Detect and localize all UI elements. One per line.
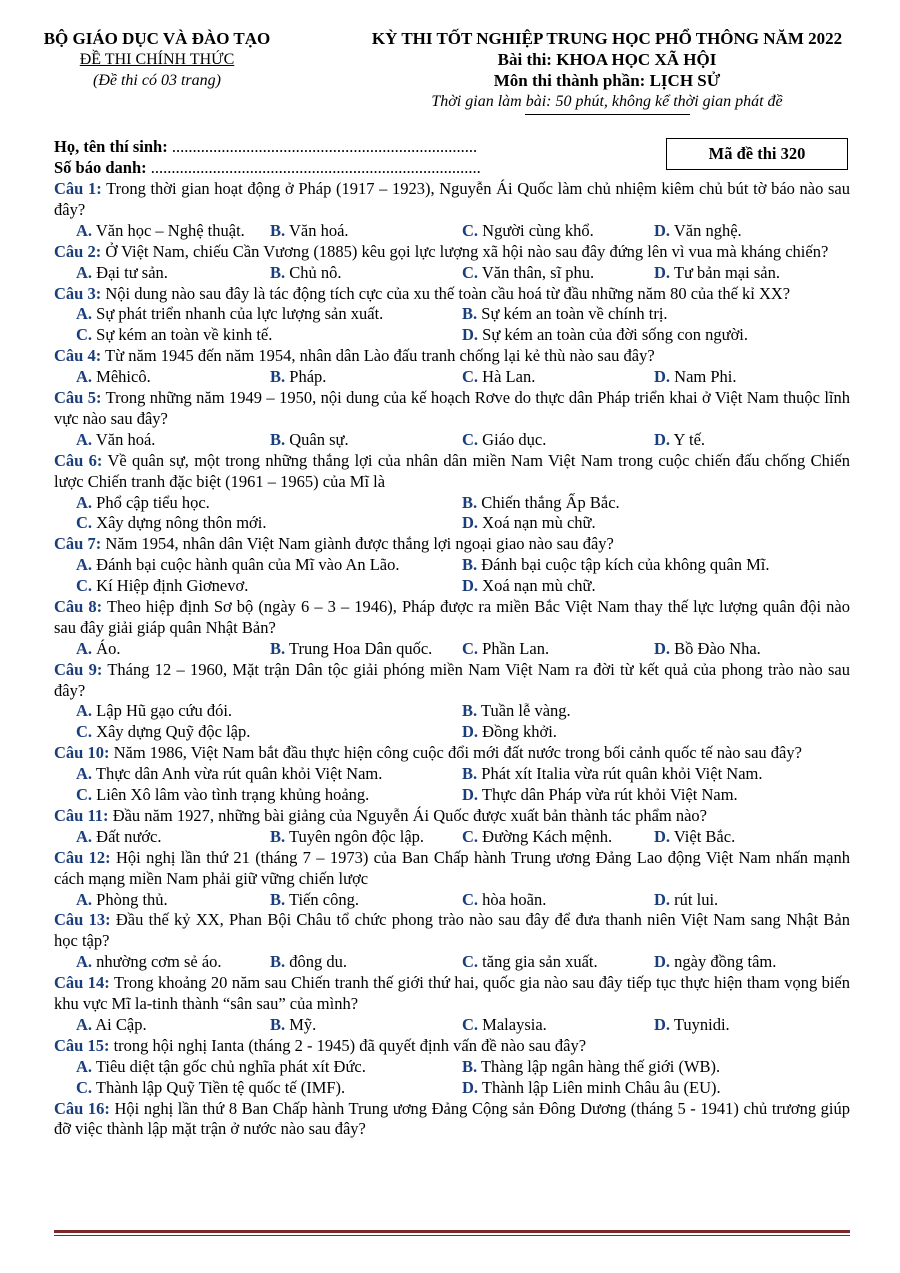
question-number: Câu 14: xyxy=(54,973,110,993)
option-b xyxy=(462,764,762,785)
candidate-name-dots: .......................................................................... xyxy=(171,137,478,156)
option-letter: D. xyxy=(462,785,479,805)
option-text: nhường cơm sẻ áo. xyxy=(92,952,222,972)
option-text: Xây dựng Quỹ độc lập. xyxy=(92,722,251,742)
options-row xyxy=(54,722,850,743)
options-row xyxy=(54,952,850,973)
option-text: Tiến công. xyxy=(285,889,359,909)
option-c xyxy=(462,263,594,284)
option-a xyxy=(76,493,210,514)
option-letter: C. xyxy=(76,576,93,596)
option-letter: D. xyxy=(462,1077,479,1097)
option-letter: C. xyxy=(462,262,479,282)
question-number: Câu 5: xyxy=(54,387,102,407)
question-text: trong hội nghị Ianta (tháng 2 - 1945) đã quyết định vấn đề nào sau đây? xyxy=(109,1035,587,1055)
option-text: Tuyên ngôn độc lập. xyxy=(285,826,425,846)
options-row xyxy=(54,576,850,597)
options-row xyxy=(54,785,850,806)
option-c xyxy=(76,325,272,346)
question-number: Câu 15: xyxy=(54,1035,110,1055)
question-7 xyxy=(54,534,850,555)
question-14 xyxy=(54,973,850,1015)
question-3 xyxy=(54,284,850,305)
question-number: Câu 12: xyxy=(54,847,111,867)
option-b xyxy=(462,493,620,514)
option-letter: C. xyxy=(76,513,93,533)
option-letter: B. xyxy=(270,889,286,909)
option-b xyxy=(270,367,326,388)
option-letter: B. xyxy=(462,1056,478,1076)
option-a xyxy=(76,367,151,388)
option-letter: B. xyxy=(462,701,478,721)
option-d xyxy=(654,952,776,973)
question-text: Từ năm 1945 đến năm 1954, nhân dân Lào đấu tranh chống lại kẻ thù nào sau đây? xyxy=(101,346,655,366)
option-d xyxy=(654,827,735,848)
option-d xyxy=(654,367,737,388)
option-d xyxy=(654,1015,730,1036)
option-letter: C. xyxy=(76,1077,93,1097)
options-row xyxy=(54,890,850,911)
option-a xyxy=(76,430,155,451)
option-letter: C. xyxy=(462,1014,479,1034)
question-list xyxy=(54,179,850,1140)
option-letter: B. xyxy=(270,262,286,282)
option-c xyxy=(462,1015,547,1036)
question-number: Câu 7: xyxy=(54,534,102,554)
option-letter: C. xyxy=(462,952,479,972)
option-c xyxy=(462,430,546,451)
question-16 xyxy=(54,1099,850,1141)
option-letter: A. xyxy=(76,764,93,784)
option-letter: B. xyxy=(270,429,286,449)
option-letter: C. xyxy=(462,367,479,387)
question-number: Câu 6: xyxy=(54,450,103,470)
option-letter: A. xyxy=(76,555,93,575)
option-c xyxy=(76,1078,345,1099)
option-a xyxy=(76,555,400,576)
option-c xyxy=(76,785,369,806)
option-letter: B. xyxy=(462,304,478,324)
option-letter: A. xyxy=(76,701,93,721)
option-text: Văn học – Nghệ thuật. xyxy=(92,220,245,240)
option-text: Thành lập Quỹ Tiền tệ quốc tế (IMF). xyxy=(92,1077,346,1097)
option-text: Hà Lan. xyxy=(478,367,536,387)
candidate-id-dots: ................................................................................ xyxy=(150,158,481,177)
option-text: Malaysia. xyxy=(478,1014,547,1034)
option-text: Ai Cập. xyxy=(92,1014,147,1034)
option-a xyxy=(76,639,120,660)
option-a xyxy=(76,1015,147,1036)
question-4 xyxy=(54,346,850,367)
option-text: hòa hoãn. xyxy=(478,889,547,909)
option-text: Thực dân Pháp vừa rút khỏi Việt Nam. xyxy=(478,785,738,805)
option-text: Phòng thủ. xyxy=(92,889,168,909)
option-letter: A. xyxy=(76,826,93,846)
option-a xyxy=(76,221,245,242)
option-d xyxy=(654,890,718,911)
option-c xyxy=(76,576,248,597)
official-exam-label: ĐỀ THI CHÍNH THỨC xyxy=(79,51,235,68)
option-text: Bồ Đào Nha. xyxy=(670,638,761,658)
option-d xyxy=(654,263,780,284)
option-letter: C. xyxy=(76,325,93,345)
question-text: Trong khoảng 20 năm sau Chiến tranh thế giới thứ hai, quốc gia nào sau đây tiếp tục thực hiện tham vọng biến khu vực Mĩ la-tinh thành “sân sau” của mình? xyxy=(54,973,850,1014)
option-text: Đất nước. xyxy=(92,826,162,846)
option-letter: D. xyxy=(462,513,479,533)
option-b xyxy=(270,890,359,911)
question-9 xyxy=(54,660,850,702)
option-text: Thàng lập ngân hàng thế giới (WB). xyxy=(477,1056,721,1076)
question-number: Câu 13: xyxy=(54,910,111,930)
option-c xyxy=(76,722,250,743)
option-letter: B. xyxy=(270,367,286,387)
option-c xyxy=(462,639,549,660)
footer-rule-thin xyxy=(54,1235,850,1236)
pages-note: (Đề thi có 03 trang) xyxy=(93,72,221,89)
question-1 xyxy=(54,179,850,221)
option-letter: C. xyxy=(462,429,479,449)
option-letter: B. xyxy=(270,638,286,658)
option-a xyxy=(76,952,222,973)
option-text: Việt Bắc. xyxy=(670,826,736,846)
option-letter: A. xyxy=(76,1014,93,1034)
question-text: Tháng 12 – 1960, Mặt trận Dân tộc giải phóng miền Nam Việt Nam ra đời từ kết quả của phong trào nào sau đây? xyxy=(54,659,850,700)
question-number: Câu 2: xyxy=(54,241,102,261)
options-row xyxy=(54,764,850,785)
option-letter: A. xyxy=(76,304,93,324)
question-text: Trong những năm 1949 – 1950, nội dung của kế hoạch Rơve do thực dân Pháp triển khai ở Việt Nam thuộc lĩnh vực nào sau đây? xyxy=(54,387,850,428)
option-letter: A. xyxy=(76,429,93,449)
option-letter: C. xyxy=(462,826,479,846)
option-text: Chiến thắng Ấp Bắc. xyxy=(477,492,620,512)
option-letter: D. xyxy=(654,952,671,972)
option-a xyxy=(76,263,168,284)
option-text: Thành lập Liên minh Châu âu (EU). xyxy=(478,1077,721,1097)
options-row xyxy=(54,513,850,534)
options-row xyxy=(54,827,850,848)
option-text: Đại tư sản. xyxy=(92,262,168,282)
option-c xyxy=(462,890,546,911)
option-letter: A. xyxy=(76,492,93,512)
options-row xyxy=(54,263,850,284)
subject-group: Bài thi: KHOA HỌC XÃ HỘI xyxy=(497,50,717,69)
option-letter: D. xyxy=(654,429,671,449)
option-text: Pháp. xyxy=(285,367,327,387)
question-text: Hội nghị lần thứ 8 Ban Chấp hành Trung ương Đảng Cộng sản Đông Dương (tháng 5 - 1941) chủ trương giúp đỡ việc thành lập mặt trận ở nước nào sau đây? xyxy=(54,1098,850,1139)
option-letter: A. xyxy=(76,220,93,240)
option-text: Sự kém an toàn về kinh tế. xyxy=(92,325,273,345)
option-text: Chủ nô. xyxy=(285,262,342,282)
question-5 xyxy=(54,388,850,430)
question-number: Câu 1: xyxy=(54,179,102,198)
question-number: Câu 4: xyxy=(54,346,102,366)
option-b xyxy=(270,221,349,242)
question-number: Câu 10: xyxy=(54,743,110,763)
question-text: Đầu thế kỷ XX, Phan Bội Châu tổ chức phong trào nào sau đây để đưa thanh niên Việt Nam sang Nhật Bản học tập? xyxy=(54,910,850,951)
option-b xyxy=(270,639,432,660)
question-2 xyxy=(54,242,850,263)
option-text: Văn nghệ. xyxy=(670,220,742,240)
option-text: Đường Kách mệnh. xyxy=(478,826,613,846)
option-letter: D. xyxy=(462,576,479,596)
option-letter: D. xyxy=(462,722,479,742)
option-d xyxy=(462,576,596,597)
option-text: Kí Hiệp định Giơnevơ. xyxy=(92,576,249,596)
candidate-id-row xyxy=(54,157,481,178)
option-d xyxy=(462,722,557,743)
option-text: Tuần lễ vàng. xyxy=(477,701,571,721)
option-letter: B. xyxy=(270,952,286,972)
question-text: Nội dung nào sau đây là tác động tích cực của xu thế toàn cầu hoá từ đầu những năm 80 của thế kỉ XX? xyxy=(101,283,791,303)
option-text: Phần Lan. xyxy=(478,638,550,658)
option-text: Liên Xô lâm vào tình trạng khủng hoảng. xyxy=(92,785,370,805)
option-b xyxy=(270,430,349,451)
option-letter: C. xyxy=(462,220,479,240)
question-text: Hội nghị lần thứ 21 (tháng 7 – 1973) của Ban Chấp hành Trung ương Đảng Lao động Việt Nam nhấn mạnh cách mạng miền Nam phải giữ vững chiến lược xyxy=(54,847,850,888)
question-text: Ở Việt Nam, chiếu Cần Vương (1885) kêu gọi lực lượng xã hội nào sau đây đứng lên vì vua mà kháng chiến? xyxy=(101,241,829,261)
exam-code-box: Mã đề thi 320 xyxy=(666,138,848,170)
option-text: Phát xít Italia vừa rút quân khỏi Việt Nam. xyxy=(477,764,763,784)
option-text: Đánh bại cuộc hành quân của Mĩ vào An Lão. xyxy=(92,555,400,575)
question-6 xyxy=(54,451,850,493)
option-letter: A. xyxy=(76,367,93,387)
option-letter: B. xyxy=(270,826,286,846)
option-a xyxy=(76,827,162,848)
option-text: Xoá nạn mù chữ. xyxy=(478,513,596,533)
option-a xyxy=(76,890,168,911)
options-row xyxy=(54,304,850,325)
option-letter: B. xyxy=(270,220,286,240)
option-d xyxy=(462,785,738,806)
question-8 xyxy=(54,597,850,639)
options-row xyxy=(54,367,850,388)
option-c xyxy=(462,367,535,388)
question-text: Đầu năm 1927, những bài giảng của Nguyễn Ái Quốc được xuất bản thành tác phẩm nào? xyxy=(108,805,708,825)
option-letter: B. xyxy=(270,1014,286,1034)
option-d xyxy=(462,325,748,346)
options-row xyxy=(54,221,850,242)
option-text: Thực dân Anh vừa rút quân khỏi Việt Nam. xyxy=(92,764,383,784)
option-d xyxy=(654,430,705,451)
options-row xyxy=(54,701,850,722)
option-text: Xoá nạn mù chữ. xyxy=(478,576,596,596)
question-number: Câu 9: xyxy=(54,659,103,679)
option-text: Văn hoá. xyxy=(92,429,156,449)
option-text: Áo. xyxy=(92,638,121,658)
question-12 xyxy=(54,848,850,890)
option-text: Y tế. xyxy=(670,429,706,449)
option-text: Đồng khởi. xyxy=(478,722,557,742)
option-letter: A. xyxy=(76,952,93,972)
question-text: Theo hiệp định Sơ bộ (ngày 6 – 3 – 1946), Pháp được ra miền Bắc Việt Nam thay thế lực lượng quân đội nào sau đây giải giáp quân Nhật Bản? xyxy=(54,596,851,637)
option-letter: D. xyxy=(654,367,671,387)
option-text: Xây dựng nông thôn mới. xyxy=(92,513,267,533)
option-text: Nam Phi. xyxy=(670,367,737,387)
option-letter: A. xyxy=(76,262,93,282)
option-text: Lập Hũ gạo cứu đói. xyxy=(92,701,233,721)
option-text: Giáo dục. xyxy=(478,429,547,449)
candidate-info xyxy=(54,136,481,178)
option-text: Văn thân, sĩ phu. xyxy=(478,262,595,282)
option-b xyxy=(270,827,424,848)
option-b xyxy=(462,1057,720,1078)
option-text: Tiêu diệt tận gốc chủ nghĩa phát xít Đức. xyxy=(92,1056,366,1076)
options-row xyxy=(54,1057,850,1078)
option-text: Sự kém an toàn về chính trị. xyxy=(477,304,668,324)
option-text: Trung Hoa Dân quốc. xyxy=(285,638,433,658)
option-text: Tuynidi. xyxy=(670,1014,730,1034)
option-letter: D. xyxy=(654,638,671,658)
question-13 xyxy=(54,910,850,952)
option-letter: B. xyxy=(462,492,478,512)
option-a xyxy=(76,304,383,325)
question-10 xyxy=(54,743,850,764)
option-letter: D. xyxy=(654,826,671,846)
option-d xyxy=(462,1078,721,1099)
footer-rule xyxy=(54,1230,850,1233)
option-letter: C. xyxy=(76,785,93,805)
option-c xyxy=(462,221,594,242)
option-b xyxy=(462,701,571,722)
option-letter: C. xyxy=(462,638,479,658)
option-text: Người cùng khổ. xyxy=(478,220,594,240)
option-c xyxy=(462,827,612,848)
option-letter: D. xyxy=(654,1014,671,1034)
option-a xyxy=(76,764,382,785)
option-text: đông du. xyxy=(285,952,348,972)
option-text: Sự phát triển nhanh của lực lượng sản xuất. xyxy=(92,304,384,324)
option-d xyxy=(654,221,742,242)
option-text: Đánh bại cuộc tập kích của không quân Mĩ. xyxy=(477,555,770,575)
option-text: Tư bản mại sản. xyxy=(670,262,780,282)
options-row xyxy=(54,493,850,514)
options-row xyxy=(54,555,850,576)
option-b xyxy=(462,304,668,325)
option-letter: B. xyxy=(462,555,478,575)
option-letter: C. xyxy=(462,889,479,909)
question-text: Năm 1986, Việt Nam bắt đầu thực hiện công cuộc đổi mới đất nước trong bối cảnh quốc tế nào sau đây? xyxy=(109,743,802,763)
option-letter: D. xyxy=(462,325,479,345)
option-letter: D. xyxy=(654,220,671,240)
header-left xyxy=(26,28,288,91)
option-c xyxy=(76,513,266,534)
option-text: Mỹ. xyxy=(285,1014,317,1034)
question-number: Câu 8: xyxy=(54,596,103,616)
option-text: Mêhicô. xyxy=(92,367,151,387)
option-a xyxy=(76,1057,366,1078)
header-right xyxy=(342,28,872,116)
options-row xyxy=(54,430,850,451)
option-letter: A. xyxy=(76,889,93,909)
question-text: Trong thời gian hoạt động ở Pháp (1917 – 1923), Nguyễn Ái Quốc làm chủ nhiệm kiêm chủ bút tờ báo nào sau đây? xyxy=(54,179,850,219)
header-divider xyxy=(525,114,690,115)
time-note: Thời gian làm bài: 50 phút, không kể thời gian phát đề xyxy=(431,93,783,110)
question-number: Câu 3: xyxy=(54,283,102,303)
candidate-name-label: Họ, tên thí sinh: xyxy=(54,137,168,156)
options-row xyxy=(54,639,850,660)
option-text: rút lui. xyxy=(670,889,719,909)
ministry-name: BỘ GIÁO DỤC VÀ ĐÀO TẠO xyxy=(43,29,271,48)
option-letter: C. xyxy=(76,722,93,742)
question-15 xyxy=(54,1036,850,1057)
subject-name: Môn thi thành phần: LỊCH SỬ xyxy=(493,71,721,90)
question-11 xyxy=(54,806,850,827)
candidate-id-label: Số báo danh: xyxy=(54,158,147,177)
option-b xyxy=(270,1015,316,1036)
option-c xyxy=(462,952,598,973)
question-text: Năm 1954, nhân dân Việt Nam giành được thắng lợi ngoại giao nào sau đây? xyxy=(101,534,614,554)
option-letter: A. xyxy=(76,638,93,658)
option-a xyxy=(76,701,232,722)
exam-title: KỲ THI TỐT NGHIỆP TRUNG HỌC PHỔ THÔNG NĂM 2022 xyxy=(371,29,843,48)
option-b xyxy=(270,952,347,973)
question-text: Về quân sự, một trong những thắng lợi của nhân dân miền Nam Việt Nam trong cuộc chiến đấu chống Chiến lược Chiến tranh đặc biệt (1961 – 1965) của Mĩ là xyxy=(54,450,850,491)
option-text: tăng gia sản xuất. xyxy=(478,952,598,972)
option-text: Quân sự. xyxy=(285,429,349,449)
options-row xyxy=(54,1015,850,1036)
option-b xyxy=(462,555,769,576)
options-row xyxy=(54,325,850,346)
option-letter: A. xyxy=(76,1056,93,1076)
option-text: ngày đồng tâm. xyxy=(670,952,777,972)
option-text: Sự kém an toàn của đời sống con người. xyxy=(478,325,749,345)
option-d xyxy=(462,513,596,534)
option-d xyxy=(654,639,761,660)
option-text: Văn hoá. xyxy=(285,220,349,240)
option-letter: B. xyxy=(462,764,478,784)
option-letter: D. xyxy=(654,889,671,909)
question-number: Câu 11: xyxy=(54,805,109,825)
candidate-name-row xyxy=(54,136,481,157)
options-row xyxy=(54,1078,850,1099)
option-b xyxy=(270,263,342,284)
option-letter: D. xyxy=(654,262,671,282)
question-number: Câu 16: xyxy=(54,1098,110,1118)
option-text: Phổ cập tiểu học. xyxy=(92,492,210,512)
